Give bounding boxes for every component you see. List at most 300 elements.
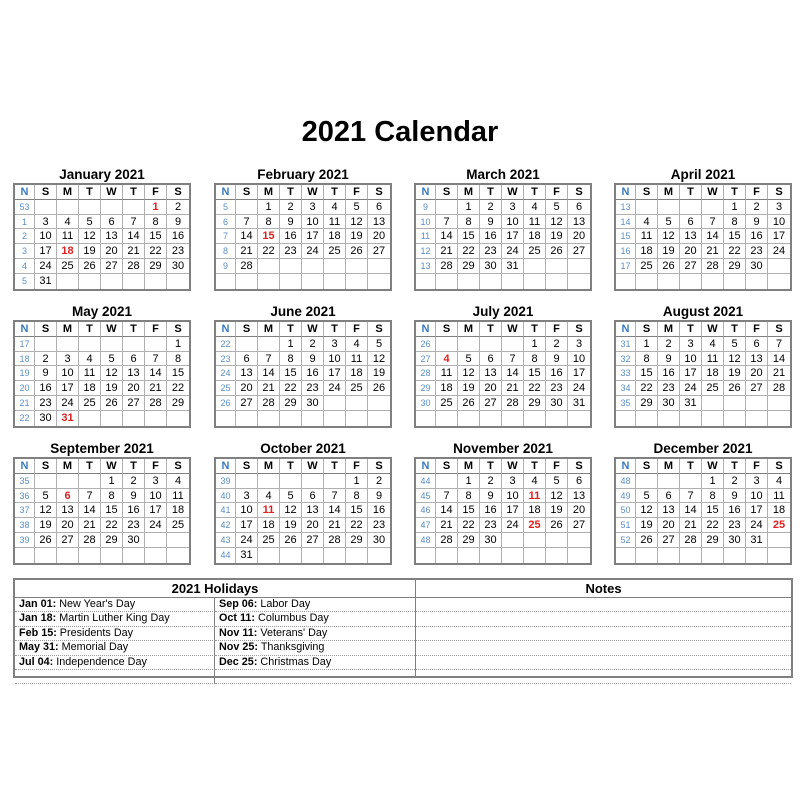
day-cell: 29 <box>145 259 167 274</box>
holiday-date: Feb 15: <box>19 626 57 639</box>
notes-line[interactable] <box>416 641 791 655</box>
holiday-row <box>15 641 215 655</box>
day-cell: 23 <box>123 518 145 533</box>
day-cell: 12 <box>724 352 746 367</box>
day-cell: 3 <box>746 474 768 489</box>
day-cell: 28 <box>702 259 724 274</box>
day-cell: 11 <box>636 229 658 244</box>
day-cell: 14 <box>436 229 458 244</box>
empty-cell <box>324 411 346 426</box>
weekday-header: T <box>79 322 101 337</box>
day-cell: 29 <box>167 396 189 411</box>
holidays-title: 2021 Holidays <box>15 580 415 598</box>
notes-line[interactable] <box>416 656 791 670</box>
empty-cell <box>101 274 123 289</box>
day-cell: 10 <box>768 215 790 230</box>
weekday-header: F <box>145 322 167 337</box>
week-number <box>616 548 636 563</box>
week-number: 34 <box>616 381 636 396</box>
day-cell: 28 <box>145 396 167 411</box>
week-number: 48 <box>416 533 436 548</box>
empty-cell <box>436 474 458 489</box>
day-cell: 13 <box>57 503 79 518</box>
holiday-day-cell: 6 <box>57 489 79 504</box>
empty-cell <box>35 337 57 352</box>
day-cell: 26 <box>280 533 302 548</box>
weekday-header: F <box>346 185 368 200</box>
weekday-header: F <box>546 459 568 474</box>
day-cell: 16 <box>658 366 680 381</box>
day-cell: 30 <box>746 259 768 274</box>
day-cell: 18 <box>524 503 546 518</box>
day-cell: 7 <box>123 215 145 230</box>
month-calendar <box>614 166 792 291</box>
empty-cell <box>502 274 524 289</box>
month-grid <box>13 320 191 428</box>
day-cell: 1 <box>702 474 724 489</box>
week-number: 8 <box>216 244 236 259</box>
day-cell: 5 <box>280 489 302 504</box>
day-cell: 1 <box>724 200 746 215</box>
holiday-date: Nov 11: <box>219 626 258 639</box>
day-cell: 20 <box>680 244 702 259</box>
month-title: July 2021 <box>472 304 534 319</box>
day-cell: 18 <box>79 381 101 396</box>
empty-cell <box>236 337 258 352</box>
empty-cell <box>702 548 724 563</box>
week-number: 3 <box>15 244 35 259</box>
day-cell: 25 <box>57 259 79 274</box>
week-number-header: N <box>616 459 636 474</box>
week-number-header: N <box>416 459 436 474</box>
day-cell: 27 <box>123 396 145 411</box>
month-calendar <box>414 303 592 428</box>
day-cell: 20 <box>658 518 680 533</box>
month-calendar <box>614 440 792 565</box>
day-cell: 22 <box>280 381 302 396</box>
day-cell: 5 <box>368 337 390 352</box>
day-cell: 6 <box>680 215 702 230</box>
day-cell: 2 <box>167 200 189 215</box>
notes-title: Notes <box>416 580 791 598</box>
empty-cell <box>636 200 658 215</box>
holiday-name: Veterans' Day <box>257 626 328 639</box>
day-cell: 14 <box>680 503 702 518</box>
weekday-header: M <box>258 185 280 200</box>
holiday-date: May 31: <box>19 641 59 654</box>
day-cell: 7 <box>79 489 101 504</box>
day-cell: 12 <box>79 229 101 244</box>
week-number-header: N <box>616 185 636 200</box>
week-number: 5 <box>216 200 236 215</box>
empty-cell <box>568 548 590 563</box>
day-cell: 8 <box>636 352 658 367</box>
day-cell: 25 <box>346 381 368 396</box>
empty-cell <box>123 200 145 215</box>
empty-cell <box>680 548 702 563</box>
notes-line[interactable] <box>416 598 791 612</box>
weekday-header: T <box>324 459 346 474</box>
day-cell: 15 <box>458 503 480 518</box>
empty-cell <box>546 259 568 274</box>
day-cell: 15 <box>145 229 167 244</box>
month-grid <box>214 183 392 291</box>
day-cell: 4 <box>702 337 724 352</box>
empty-cell <box>258 259 280 274</box>
day-cell: 26 <box>368 381 390 396</box>
day-cell: 26 <box>79 259 101 274</box>
day-cell: 17 <box>302 229 324 244</box>
day-cell: 27 <box>236 396 258 411</box>
day-cell: 13 <box>480 366 502 381</box>
week-number: 37 <box>15 503 35 518</box>
weekday-header: S <box>236 322 258 337</box>
day-cell: 30 <box>35 411 57 426</box>
empty-cell <box>546 548 568 563</box>
day-cell: 5 <box>458 352 480 367</box>
weekday-header: M <box>458 322 480 337</box>
day-cell: 10 <box>680 352 702 367</box>
weekday-header: F <box>546 185 568 200</box>
day-cell: 8 <box>724 215 746 230</box>
weekday-header: T <box>680 322 702 337</box>
day-cell: 19 <box>101 381 123 396</box>
empty-cell <box>658 200 680 215</box>
weekday-header: S <box>167 185 189 200</box>
day-cell: 26 <box>458 396 480 411</box>
day-cell: 14 <box>768 352 790 367</box>
day-cell: 7 <box>258 352 280 367</box>
month-grid <box>13 183 191 291</box>
day-cell: 20 <box>101 244 123 259</box>
day-cell: 12 <box>346 215 368 230</box>
week-number: 43 <box>216 533 236 548</box>
month-calendar <box>414 166 592 291</box>
day-cell: 10 <box>236 503 258 518</box>
day-cell: 4 <box>324 200 346 215</box>
day-cell: 13 <box>658 503 680 518</box>
day-cell: 24 <box>680 381 702 396</box>
weekday-header: T <box>280 185 302 200</box>
empty-cell <box>280 259 302 274</box>
week-number: 28 <box>416 366 436 381</box>
weekday-header: S <box>236 185 258 200</box>
day-cell: 21 <box>123 244 145 259</box>
empty-cell <box>636 548 658 563</box>
week-number: 29 <box>416 381 436 396</box>
day-cell: 1 <box>101 474 123 489</box>
day-cell: 18 <box>524 229 546 244</box>
day-cell: 9 <box>35 366 57 381</box>
day-cell: 21 <box>768 366 790 381</box>
month-title: September 2021 <box>50 441 154 456</box>
day-cell: 21 <box>436 244 458 259</box>
weekday-header: M <box>57 459 79 474</box>
day-cell: 21 <box>680 518 702 533</box>
month-calendar <box>214 166 392 291</box>
weekday-header: S <box>568 459 590 474</box>
empty-cell <box>568 533 590 548</box>
day-cell: 23 <box>724 518 746 533</box>
day-cell: 1 <box>524 337 546 352</box>
week-number <box>15 548 35 563</box>
weekday-header: T <box>280 322 302 337</box>
weekday-header: T <box>123 322 145 337</box>
day-cell: 2 <box>658 337 680 352</box>
empty-cell <box>35 548 57 563</box>
week-number: 13 <box>616 200 636 215</box>
month-title: June 2021 <box>270 304 336 319</box>
day-cell: 27 <box>568 518 590 533</box>
empty-cell <box>680 411 702 426</box>
day-cell: 22 <box>145 244 167 259</box>
day-cell: 30 <box>480 533 502 548</box>
day-cell: 8 <box>524 352 546 367</box>
day-cell: 13 <box>746 352 768 367</box>
day-cell: 13 <box>568 489 590 504</box>
empty-cell <box>123 411 145 426</box>
week-number <box>416 548 436 563</box>
empty-cell <box>145 337 167 352</box>
weekday-header: W <box>702 185 724 200</box>
holiday-row <box>15 612 215 626</box>
week-number: 17 <box>15 337 35 352</box>
weekday-header: S <box>167 459 189 474</box>
holiday-date: Jan 18: <box>19 612 57 625</box>
day-cell: 14 <box>79 503 101 518</box>
day-cell: 3 <box>236 489 258 504</box>
day-cell: 4 <box>524 200 546 215</box>
day-cell: 16 <box>35 381 57 396</box>
day-cell: 5 <box>35 489 57 504</box>
weekday-header: W <box>302 185 324 200</box>
holiday-name: Columbus Day <box>255 612 329 625</box>
notes-line[interactable] <box>416 670 791 684</box>
day-cell: 2 <box>280 200 302 215</box>
empty-cell <box>502 533 524 548</box>
day-cell: 31 <box>680 396 702 411</box>
day-cell: 16 <box>280 229 302 244</box>
empty-cell <box>724 396 746 411</box>
weekday-header: S <box>35 459 57 474</box>
day-cell: 31 <box>35 274 57 289</box>
day-cell: 28 <box>768 381 790 396</box>
day-cell: 9 <box>123 489 145 504</box>
week-number: 14 <box>616 215 636 230</box>
day-cell: 17 <box>502 503 524 518</box>
empty-cell <box>101 411 123 426</box>
day-cell: 27 <box>57 533 79 548</box>
empty-cell <box>524 411 546 426</box>
day-cell: 13 <box>368 215 390 230</box>
weekday-header: T <box>680 459 702 474</box>
day-cell: 24 <box>768 244 790 259</box>
day-cell: 9 <box>167 215 189 230</box>
day-cell: 20 <box>57 518 79 533</box>
weekday-header: T <box>524 185 546 200</box>
holidays-panel <box>15 580 416 676</box>
day-cell: 23 <box>302 381 324 396</box>
day-cell: 17 <box>502 229 524 244</box>
day-cell: 30 <box>167 259 189 274</box>
weekday-header: W <box>502 459 524 474</box>
day-cell: 2 <box>746 200 768 215</box>
day-cell: 6 <box>568 474 590 489</box>
empty-cell <box>724 548 746 563</box>
weekday-header: T <box>724 322 746 337</box>
week-number <box>616 274 636 289</box>
week-number: 4 <box>15 259 35 274</box>
empty-cell <box>724 274 746 289</box>
holiday-date: Nov 25: <box>219 641 259 654</box>
day-cell: 5 <box>658 215 680 230</box>
empty-cell <box>167 411 189 426</box>
day-cell: 24 <box>57 396 79 411</box>
weekday-header: S <box>35 185 57 200</box>
day-cell: 30 <box>368 533 390 548</box>
week-number: 47 <box>416 518 436 533</box>
day-cell: 7 <box>768 337 790 352</box>
day-cell: 14 <box>324 503 346 518</box>
day-cell: 24 <box>746 518 768 533</box>
week-number: 22 <box>15 411 35 426</box>
empty-cell <box>368 396 390 411</box>
empty-cell <box>768 259 790 274</box>
empty-cell <box>546 533 568 548</box>
day-cell: 25 <box>436 396 458 411</box>
empty-cell <box>746 396 768 411</box>
day-cell: 20 <box>123 381 145 396</box>
day-cell: 11 <box>346 352 368 367</box>
empty-cell <box>480 411 502 426</box>
week-number: 48 <box>616 474 636 489</box>
weekday-header: T <box>524 459 546 474</box>
weekday-header: T <box>480 459 502 474</box>
day-cell: 19 <box>658 244 680 259</box>
weekday-header: S <box>768 185 790 200</box>
day-cell: 29 <box>724 259 746 274</box>
empty-cell <box>101 200 123 215</box>
week-number: 35 <box>616 396 636 411</box>
empty-cell <box>680 200 702 215</box>
empty-cell <box>324 259 346 274</box>
notes-line[interactable] <box>416 612 791 626</box>
day-cell: 9 <box>368 489 390 504</box>
day-cell: 7 <box>324 489 346 504</box>
empty-cell <box>768 533 790 548</box>
day-cell: 6 <box>123 352 145 367</box>
week-number: 9 <box>216 259 236 274</box>
empty-cell <box>368 548 390 563</box>
day-cell: 25 <box>167 518 189 533</box>
weekday-header: S <box>636 459 658 474</box>
day-cell: 8 <box>280 352 302 367</box>
day-cell: 14 <box>145 366 167 381</box>
day-cell: 20 <box>236 381 258 396</box>
notes-line[interactable] <box>416 627 791 641</box>
empty-cell <box>502 337 524 352</box>
day-cell: 5 <box>724 337 746 352</box>
day-cell: 23 <box>480 518 502 533</box>
empty-cell <box>458 274 480 289</box>
empty-cell <box>368 411 390 426</box>
empty-cell <box>57 548 79 563</box>
holiday-day-cell: 15 <box>258 229 280 244</box>
empty-cell <box>524 259 546 274</box>
week-number: 6 <box>216 215 236 230</box>
day-cell: 10 <box>568 352 590 367</box>
day-cell: 17 <box>236 518 258 533</box>
month-title: May 2021 <box>71 304 133 319</box>
weekday-header: S <box>436 322 458 337</box>
empty-cell <box>658 411 680 426</box>
empty-cell <box>480 274 502 289</box>
weekday-header: S <box>768 322 790 337</box>
day-cell: 28 <box>436 259 458 274</box>
day-cell: 28 <box>236 259 258 274</box>
day-cell: 4 <box>346 337 368 352</box>
month-grid <box>414 183 592 291</box>
empty-cell <box>346 259 368 274</box>
empty-cell <box>57 337 79 352</box>
empty-cell <box>79 411 101 426</box>
day-cell: 5 <box>546 200 568 215</box>
day-cell: 15 <box>167 366 189 381</box>
holiday-day-cell: 31 <box>57 411 79 426</box>
day-cell: 2 <box>368 474 390 489</box>
day-cell: 6 <box>568 200 590 215</box>
day-cell: 23 <box>546 381 568 396</box>
empty-cell <box>280 548 302 563</box>
day-cell: 16 <box>302 366 324 381</box>
holiday-date: Jan 01: <box>19 598 57 610</box>
day-cell: 3 <box>57 352 79 367</box>
day-cell: 20 <box>302 518 324 533</box>
day-cell: 29 <box>458 259 480 274</box>
month-title: August 2021 <box>662 304 744 319</box>
day-cell: 24 <box>502 518 524 533</box>
empty-cell <box>123 274 145 289</box>
day-cell: 28 <box>258 396 280 411</box>
day-cell: 30 <box>658 396 680 411</box>
day-cell: 13 <box>236 366 258 381</box>
day-cell: 22 <box>724 244 746 259</box>
weekday-header: M <box>658 459 680 474</box>
holiday-row <box>215 670 415 684</box>
empty-cell <box>568 411 590 426</box>
weekday-header: T <box>524 322 546 337</box>
day-cell: 11 <box>167 489 189 504</box>
week-number-header: N <box>15 185 35 200</box>
empty-cell <box>302 548 324 563</box>
week-number: 7 <box>216 229 236 244</box>
empty-cell <box>658 274 680 289</box>
week-number <box>216 274 236 289</box>
weekday-header: S <box>35 322 57 337</box>
day-cell: 25 <box>524 244 546 259</box>
empty-cell <box>680 474 702 489</box>
day-cell: 12 <box>636 503 658 518</box>
day-cell: 21 <box>702 244 724 259</box>
day-cell: 6 <box>746 337 768 352</box>
day-cell: 27 <box>302 533 324 548</box>
day-cell: 24 <box>324 381 346 396</box>
empty-cell <box>280 474 302 489</box>
day-cell: 1 <box>346 474 368 489</box>
weekday-header: T <box>79 185 101 200</box>
day-cell: 22 <box>167 381 189 396</box>
day-cell: 21 <box>436 518 458 533</box>
